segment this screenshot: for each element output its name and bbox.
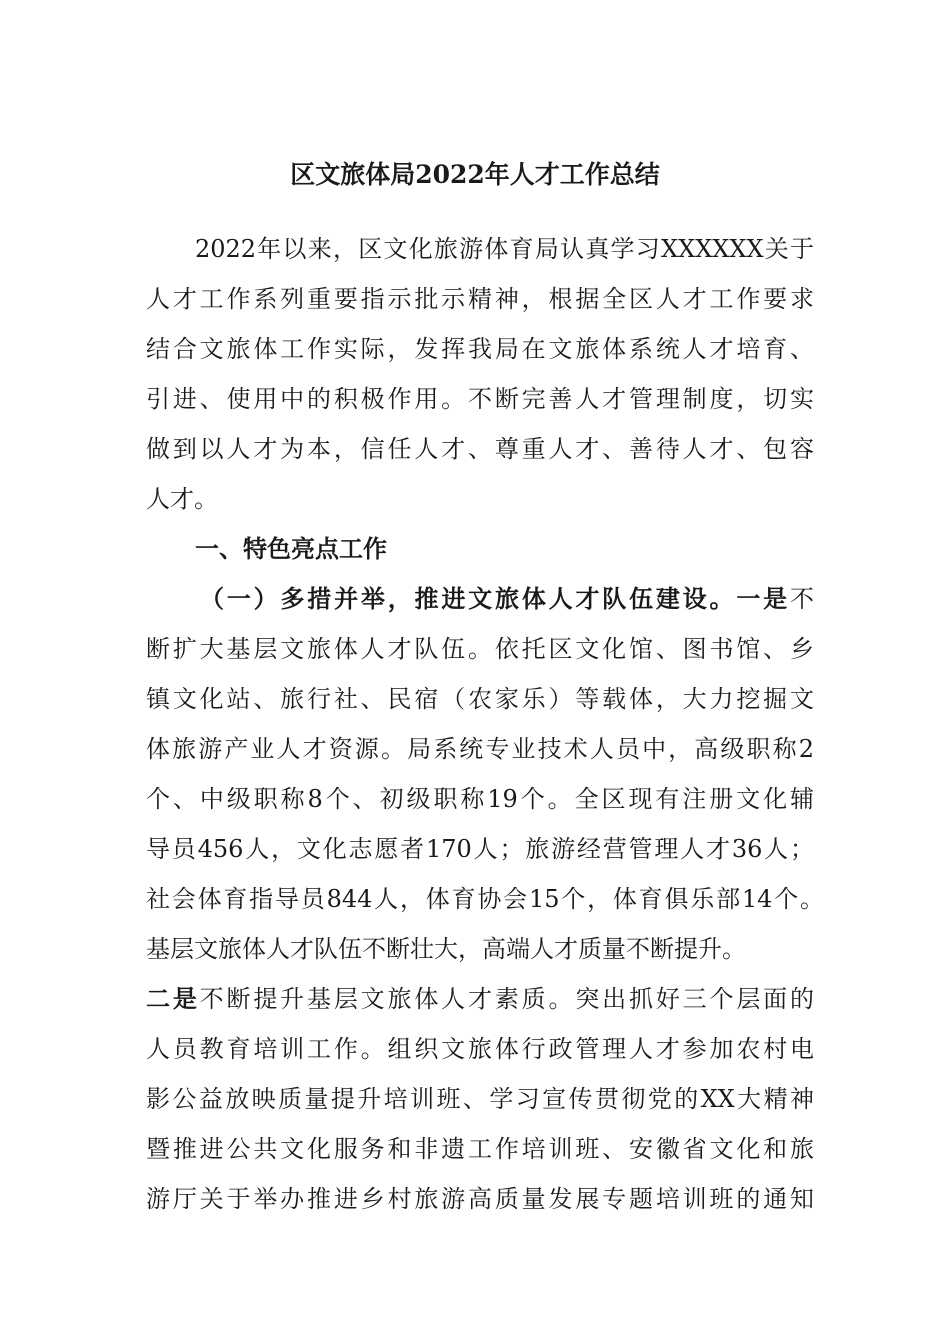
intro-line: 人才工作系列重要指示批示精神，根据全区人才工作要求 bbox=[146, 285, 814, 313]
body-line: 社会体育指导员844人，体育协会15个，体育俱乐部14个。 bbox=[146, 885, 824, 913]
subsection-heading-rest: 不 bbox=[790, 585, 814, 613]
document-title: 区文旅体局2022年人才工作总结 bbox=[290, 160, 660, 189]
subsection-heading-bold: （一）多措并举，推进文旅体人才队伍建设。一是 bbox=[200, 584, 790, 613]
body-line: 个、中级职称8个、初级职称19个。全区现有注册文化辅 bbox=[146, 785, 814, 813]
intro-line: 引进、使用中的积极作用。不断完善人才管理制度，切实 bbox=[146, 385, 814, 413]
intro-line: 2022年以来，区文化旅游体育局认真学习XXXXXX关于 bbox=[195, 235, 814, 263]
intro-line: 做到以人才为本，信任人才、尊重人才、善待人才、包容 bbox=[146, 435, 814, 463]
second-point-text: 不断提升基层文旅体人才素质。突出抓好三个层面的 bbox=[199, 985, 815, 1013]
section-heading: 一、特色亮点工作 bbox=[195, 534, 387, 563]
body-line: 人员教育培训工作。组织文旅体行政管理人才参加农村电 bbox=[146, 1035, 814, 1063]
subsection-heading-line bbox=[146, 579, 814, 619]
body-line: 影公益放映质量提升培训班、学习宣传贯彻党的XX大精神 bbox=[146, 1085, 814, 1113]
body-line: 体旅游产业人才资源。局系统专业技术人员中，高级职称2 bbox=[146, 735, 814, 763]
body-line: 暨推进公共文化服务和非遗工作培训班、安徽省文化和旅 bbox=[146, 1135, 814, 1163]
body-line: 镇文化站、旅行社、民宿（农家乐）等载体，大力挖掘文 bbox=[146, 685, 814, 713]
body-line: 断扩大基层文旅体人才队伍。依托区文化馆、图书馆、乡 bbox=[146, 635, 814, 663]
intro-line: 人才。 bbox=[146, 485, 218, 513]
intro-line: 结合文旅体工作实际，发挥我局在文旅体系统人才培育、 bbox=[146, 335, 814, 363]
second-point-label: 二是 bbox=[146, 984, 200, 1013]
body-line: 基层文旅体人才队伍不断壮大，高端人才质量不断提升。 bbox=[146, 935, 746, 963]
body-line: 导员456人，文化志愿者170人；旅游经营管理人才36人； bbox=[146, 835, 814, 863]
body-line: 游厅关于举办推进乡村旅游高质量发展专题培训班的通知 bbox=[146, 1185, 814, 1213]
body-line-second-point bbox=[146, 979, 814, 1019]
